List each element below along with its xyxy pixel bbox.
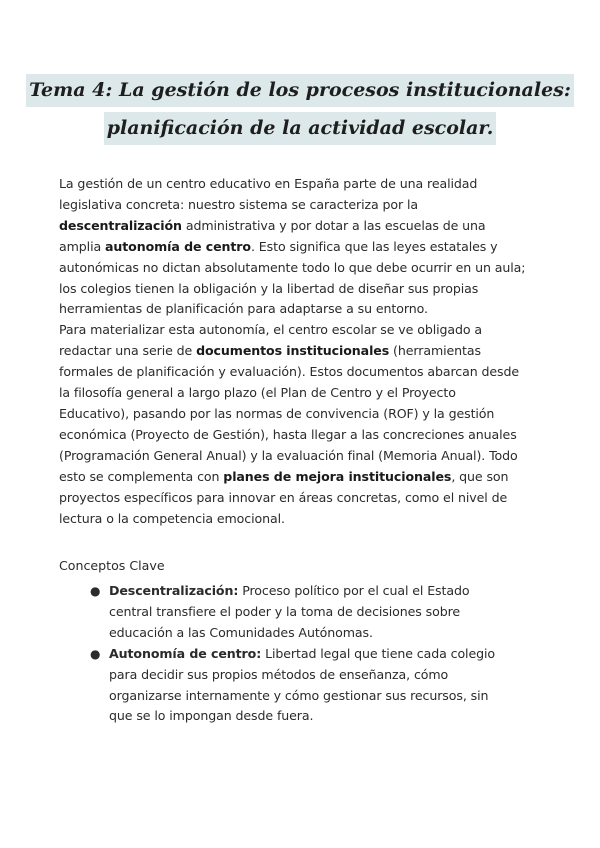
paragraph-2-bold-2: planes de mejora institucionales (223, 468, 452, 484)
paragraph-2-text-1: Para materializar esta autonomía, el centro escolar se ve obligado a redactar una serie de (59, 322, 483, 359)
paragraph-1 (59, 174, 529, 320)
paragraph-1-text-2: administrativa y por dotar a las escuelas de una amplia (59, 217, 486, 254)
concept-list (90, 581, 510, 727)
paragraph-2-bold-1: documentos institucionales (196, 343, 390, 359)
list-item (90, 581, 510, 644)
paragraph-2 (59, 320, 529, 529)
concept-definition: Libertad legal que tiene cada colegio para decidir sus propios métodos de enseñanza, cómo organizarse internamente y cómo gestionar sus recursos, sin que se lo impongan desde fuera. (109, 645, 495, 724)
list-item (90, 644, 510, 728)
title-line-1: Tema 4: La gestión de los procesos institucionales: (26, 74, 574, 107)
page-title (0, 74, 600, 145)
bullet-icon: ● (90, 646, 101, 661)
body-text (59, 174, 529, 529)
paragraph-1-bold-2: autonomía de centro (105, 238, 251, 254)
paragraph-2-text-2: (herramientas formales de planificación y evaluación). Estos documentos abarcan desde la filosofía general a largo plazo (el Plan de Centro y el Proyecto Educativo), pasando por las normas de convivencia (ROF) y la gestión económica (Proyecto de Gestión), hasta llegar a las concreciones anuales (Programación General Anual) y la evaluación final (Memoria Anual). Todo esto se complementa con (59, 343, 520, 484)
concepts-heading: Conceptos Clave (59, 558, 165, 573)
paragraph-1-text-1: La gestión de un centro educativo en España parte de una realidad legislativa concreta: nuestro sistema se caracteriza por la (59, 176, 478, 212)
paragraph-1-bold-1: descentralización (59, 217, 182, 233)
concept-term: Autonomía de centro: (109, 645, 262, 661)
title-line-2: planificación de la actividad escolar. (104, 112, 497, 145)
paragraph-1-text-3: . Esto significa que las leyes estatales y autonómicas no dictan absolutamente todo lo que debe ocurrir en un aula; los colegios tienen la obligación y la libertad de diseñar sus propias herramientas de planificación para adaptarse a su entorno. (59, 238, 526, 317)
concept-term: Descentralización: (109, 583, 239, 598)
paragraph-2-text-3: , que son proyectos específicos para innovar en áreas concretas, como el nivel de lectura o la competencia emocional. (59, 468, 509, 526)
bullet-icon: ● (90, 584, 101, 598)
concept-definition: Proceso político por el cual el Estado central transfiere el poder y la toma de decisiones sobre educación a las Comunidades Autónomas. (109, 583, 470, 640)
